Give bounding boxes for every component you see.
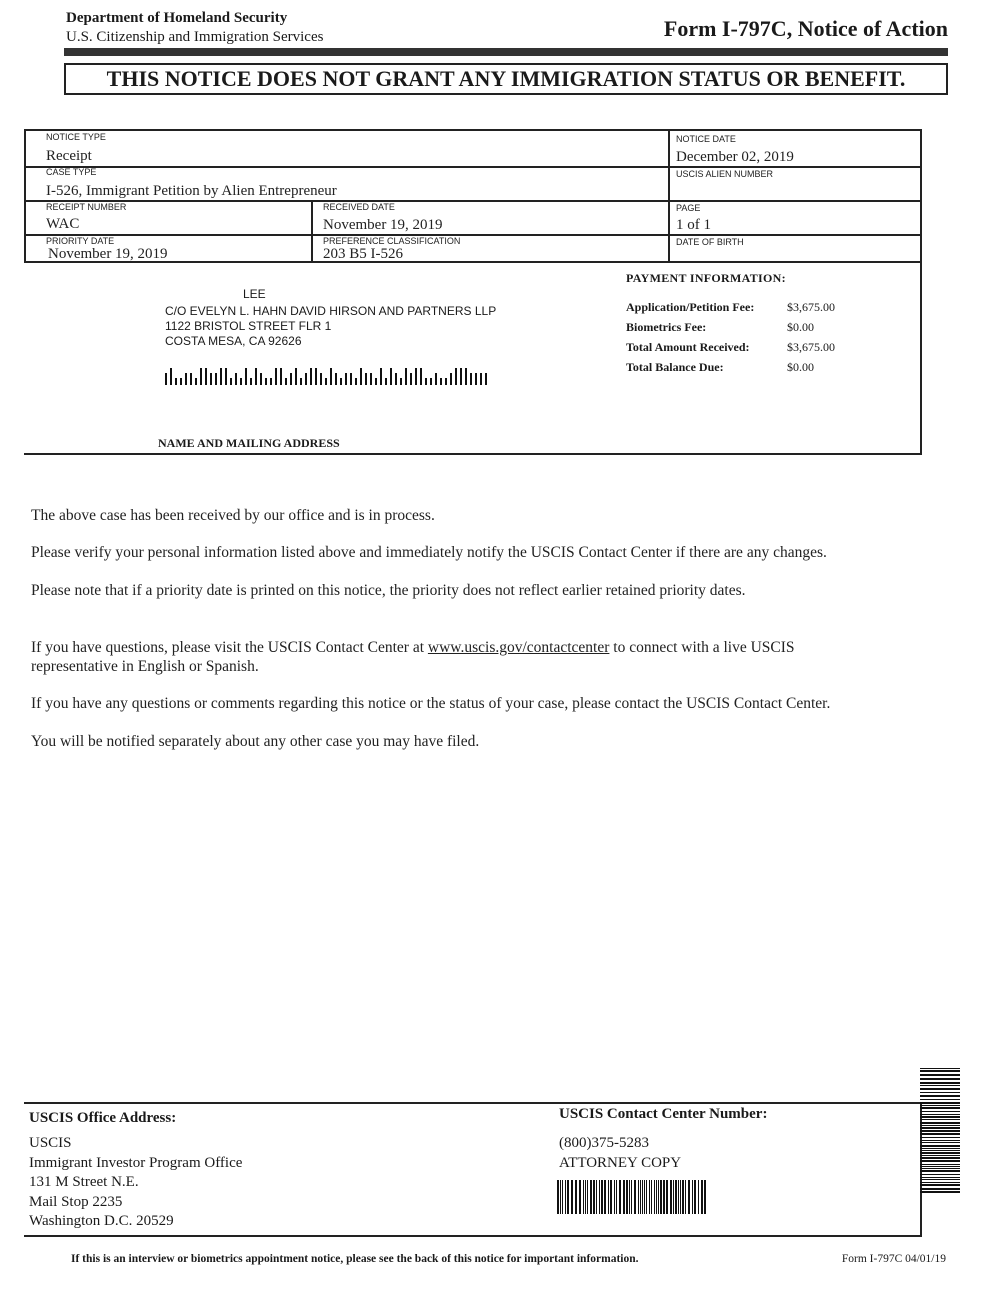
barcode-bar [562,1180,563,1214]
barcode-bar [310,368,312,385]
barcode-stripe [920,1092,960,1093]
barcode-stripe [920,1127,960,1129]
barcode-bar [692,1180,693,1214]
barcode-bar [590,1180,592,1214]
barcode-stripe [920,1184,960,1186]
barcode-stripe [920,1114,960,1115]
barcode-stripe [920,1157,960,1159]
payment-row-label: Total Balance Due: [626,360,724,374]
contact-center-link[interactable]: www.uscis.gov/contactcenter [427,639,610,656]
barcode-bar [646,1180,647,1214]
address-caption: NAME AND MAILING ADDRESS [158,436,340,450]
contact-center-phone: (800)375-5283 [559,1135,649,1151]
banner: THIS NOTICE DOES NOT GRANT ANY IMMIGRATION STATUS OR BENEFIT. [64,63,948,95]
barcode-bar [619,1180,621,1214]
barcode-stripe [920,1095,960,1097]
side-barcode [920,1068,960,1218]
barcode-bar [571,1180,573,1214]
barcode-bar [270,378,272,385]
barcode-stripe [920,1119,960,1120]
body-paragraph-4-text: If you have questions, please visit the USCIS Contact Center at [31,639,428,656]
barcode-bar [673,1180,674,1214]
barcode-bar [698,1180,699,1214]
page-label: PAGE [676,203,701,213]
barcode-bar [300,378,302,385]
address-line-2: 1122 BRISTOL STREET FLR 1 [165,319,332,333]
barcode-bar [480,373,482,385]
body-paragraph-2: Please verify your personal information listed above and immediately notify the USCIS Contact Center if there are any changes. [31,544,827,561]
barcode-bar [475,373,477,385]
payment-table [626,300,866,380]
payment-row-value: $0.00 [787,360,814,374]
barcode-bar [185,373,187,385]
case-type-value: I-526, Immigrant Petition by Alien Entrepreneur [46,183,337,199]
barcode-stripe [920,1150,960,1151]
payment-row-label: Application/Petition Fee: [626,300,755,314]
barcode-bar [704,1180,706,1214]
priority-date-label: PRIORITY DATE [46,236,115,246]
barcode-stripe [920,1102,960,1104]
address-divider [24,453,922,455]
barcode-stripe [920,1068,960,1069]
barcode-bar [330,368,332,385]
barcode-bar [295,368,297,385]
barcode-stripe [920,1142,960,1143]
barcode-bar [560,1180,561,1214]
barcode-bar [658,1180,659,1214]
office-address [29,1134,242,1232]
barcode-stripe [920,1074,960,1076]
barcode-stripe [920,1145,960,1147]
barcode-bar [670,1180,672,1214]
barcode-bar [694,1180,696,1214]
barcode-bar [631,1180,632,1214]
payment-row-value: $3,675.00 [787,340,835,354]
barcode-bar [623,1180,625,1214]
barcode-stripe [920,1122,960,1124]
barcode-bar [220,368,222,385]
barcode-bar [285,378,287,385]
barcode-bar [614,1180,615,1214]
barcode-bar [430,378,432,385]
barcode-bar [410,373,412,385]
barcode-bar [320,373,322,385]
barcode-bar [642,1180,643,1214]
barcode-bar [585,1180,586,1214]
barcode-bar [629,1180,630,1214]
barcode-bar [701,1180,703,1214]
barcode-bar [656,1180,657,1214]
barcode-bar [579,1180,581,1214]
barcode-bar [365,373,367,385]
barcode-stripe [920,1105,960,1106]
barcode-stripe [920,1082,960,1084]
barcode-bar [680,1180,681,1214]
barcode-bar [435,373,437,385]
barcode-bar [685,1180,686,1214]
footer-form-id: Form I-797C 04/01/19 [841,1253,946,1265]
barcode-bar [380,368,382,385]
barcode-stripe [920,1164,960,1165]
case-type-label: CASE TYPE [46,167,97,177]
barcode-bar [350,373,352,385]
barcode-stripe [920,1137,960,1138]
body-paragraph-4 [31,638,795,676]
barcode-bar [210,373,212,385]
payment-row [626,360,866,380]
barcode-bar [305,373,307,385]
barcode-bar [455,368,457,385]
barcode-bar [599,1180,600,1214]
barcode-stripe [920,1130,960,1132]
barcode-bar [200,368,202,385]
barcode-bar [195,378,197,385]
form-title: Form I-797C, Notice of Action [663,16,948,41]
barcode-bar [205,368,207,385]
barcode-bar [626,1180,628,1214]
body-paragraph-4-line-2: representative in English or Spanish. [31,658,259,675]
payment-row-label: Biometrics Fee: [626,320,707,334]
barcode-bar [170,368,172,385]
dob-label: DATE OF BIRTH [676,237,744,247]
barcode-bar [638,1180,639,1214]
barcode-bar [557,1180,559,1214]
barcode-bar [678,1180,679,1214]
received-date-value: November 19, 2019 [323,217,443,233]
barcode-stripe [920,1085,960,1086]
barcode-stripe [920,1070,960,1072]
barcode-stripe [920,1116,960,1118]
barcode-bar [235,373,237,385]
barcode-bar [445,378,447,385]
agency-name: U.S. Citizenship and Immigration Services [66,29,324,45]
payment-row-label: Total Amount Received: [626,340,750,354]
barcode-bar [390,368,392,385]
barcode-stripe [920,1152,960,1154]
barcode-bar [180,378,182,385]
page-value: 1 of 1 [676,217,711,233]
barcode-bar [345,373,347,385]
barcode-bar [634,1180,636,1214]
barcode-bar [660,1180,662,1214]
barcode-bar [290,373,292,385]
body-paragraph-3: Please note that if a priority date is printed on this notice, the priority does not reflect earlier retained priority dates. [31,582,746,599]
barcode-stripe [920,1107,960,1109]
barcode-bar [230,378,232,385]
barcode-bar [465,368,467,385]
barcode-bar [608,1180,609,1214]
barcode-bar [405,368,407,385]
barcode-bar [654,1180,655,1214]
barcode-stripe [920,1148,960,1149]
department-name: Department of Homeland Security [66,10,288,26]
barcode-bar [400,378,402,385]
barcode-bar [425,378,427,385]
barcode-bar [575,1180,577,1214]
barcode-stripe [920,1160,960,1162]
barcode-stripe [920,1177,960,1178]
address-line-1: C/O EVELYN L. HAHN DAVID HIRSON AND PARTNERS LLP [165,304,497,318]
barcode-bar [440,378,442,385]
payment-row-value: $0.00 [787,320,814,334]
notice-type-label: NOTICE TYPE [46,132,106,142]
barcode-bar [587,1180,588,1214]
barcode-bar [240,378,242,385]
barcode-bar [175,378,177,385]
office-address-line: USCIS [29,1135,72,1151]
barcode-bar [215,373,217,385]
barcode-bar [675,1180,677,1214]
document-barcode [557,1180,739,1214]
barcode-bar [666,1180,668,1214]
barcode-stripe [920,1182,960,1183]
office-address-title: USCIS Office Address: [29,1110,177,1126]
barcode-stripe [920,1166,960,1167]
barcode-bar [370,373,372,385]
receipt-number-value: WAC [46,216,80,232]
attorney-copy-label: ATTORNEY COPY [559,1155,682,1171]
barcode-bar [616,1180,617,1214]
barcode-bar [315,368,317,385]
barcode-bar [593,1180,595,1214]
payment-row [626,300,866,320]
barcode-bar [265,378,267,385]
barcode-bar [280,368,282,385]
barcode-stripe [920,1099,960,1100]
preference-label: PREFERENCE CLASSIFICATION [323,236,461,246]
barcode-stripe [920,1111,960,1112]
office-address-line: Immigrant Investor Program Office [29,1154,243,1171]
barcode-bar [470,373,472,385]
body-paragraph-4-text-end: to connect with a live USCIS [609,639,795,656]
barcode-bar [688,1180,690,1214]
alien-number-label: USCIS ALIEN NUMBER [676,169,774,179]
office-address-line: Washington D.C. 20529 [29,1213,174,1230]
body-paragraph-1: The above case has been received by our office and is in process. [31,507,435,524]
barcode-bar [260,373,262,385]
barcode-bar [644,1180,645,1214]
barcode-bar [651,1180,652,1214]
barcode-stripe [920,1078,960,1080]
office-address-line: 131 M Street N.E. [29,1174,139,1191]
barcode-bar [485,373,487,385]
barcode-bar [375,378,377,385]
barcode-bar [682,1180,684,1214]
header-rule [64,48,948,56]
priority-date-value: November 19, 2019 [48,246,168,262]
barcode-bar [250,378,252,385]
barcode-bar [335,373,337,385]
barcode-bar [325,378,327,385]
barcode-bar [601,1180,603,1214]
payment-title: PAYMENT INFORMATION: [626,271,786,285]
barcode-bar [460,368,462,385]
recipient-name: LEE [243,287,266,301]
preference-value: 203 B5 I-526 [323,246,403,262]
barcode-bar [450,373,452,385]
barcode-stripe [920,1179,960,1180]
notice-date-label: NOTICE DATE [676,134,736,144]
barcode-stripe [920,1088,960,1090]
barcode-stripe [920,1170,960,1172]
barcode-bar [567,1180,569,1214]
barcode-stripe [920,1133,960,1135]
barcode-bar [610,1180,612,1214]
barcode-bar [275,368,277,385]
office-address-line: Mail Stop 2235 [29,1193,123,1210]
barcode-bar [165,373,167,385]
contact-center-title: USCIS Contact Center Number: [559,1106,768,1122]
barcode-bar [355,378,357,385]
address-line-3: COSTA MESA, CA 92626 [165,334,302,348]
barcode-bar [583,1180,584,1214]
barcode-bar [395,373,397,385]
barcode-stripe [920,1155,960,1156]
barcode-bar [385,378,387,385]
payment-row [626,340,866,360]
barcode-bar [340,378,342,385]
payment-row-value: $3,675.00 [787,300,835,314]
barcode-bar [225,368,227,385]
receipt-number-label: RECEIPT NUMBER [46,202,127,212]
barcode-bar [255,368,257,385]
barcode-bar [663,1180,665,1214]
barcode-stripe [920,1174,960,1175]
barcode-stripe [920,1188,960,1190]
notice-date-value: December 02, 2019 [676,149,794,165]
notice-type-value: Receipt [46,148,92,164]
payment-row [626,320,866,340]
body-paragraph-6: You will be notified separately about any other case you may have filed. [31,733,480,750]
barcode-bar [604,1180,606,1214]
barcode-bar [420,368,422,385]
barcode-stripe [920,1125,960,1126]
postal-barcode [165,367,500,384]
body-paragraph-5: If you have any questions or comments regarding this notice or the status of your case, please contact the USCIS Contact Center. [31,695,831,712]
barcode-bar [245,368,247,385]
barcode-bar [565,1180,566,1214]
barcode-bar [596,1180,597,1214]
barcode-bar [649,1180,650,1214]
barcode-stripe [920,1191,960,1193]
office-box-bottom [24,1235,922,1237]
barcode-bar [640,1180,641,1214]
barcode-bar [360,368,362,385]
barcode-stripe [920,1168,960,1169]
received-date-label: RECEIVED DATE [323,202,395,212]
barcode-bar [415,368,417,385]
barcode-bar [190,373,192,385]
footer-note: If this is an interview or biometrics appointment notice, please see the back of this notice for important information. [71,1253,639,1265]
office-box-top [24,1102,922,1104]
barcode-stripe [920,1140,960,1141]
